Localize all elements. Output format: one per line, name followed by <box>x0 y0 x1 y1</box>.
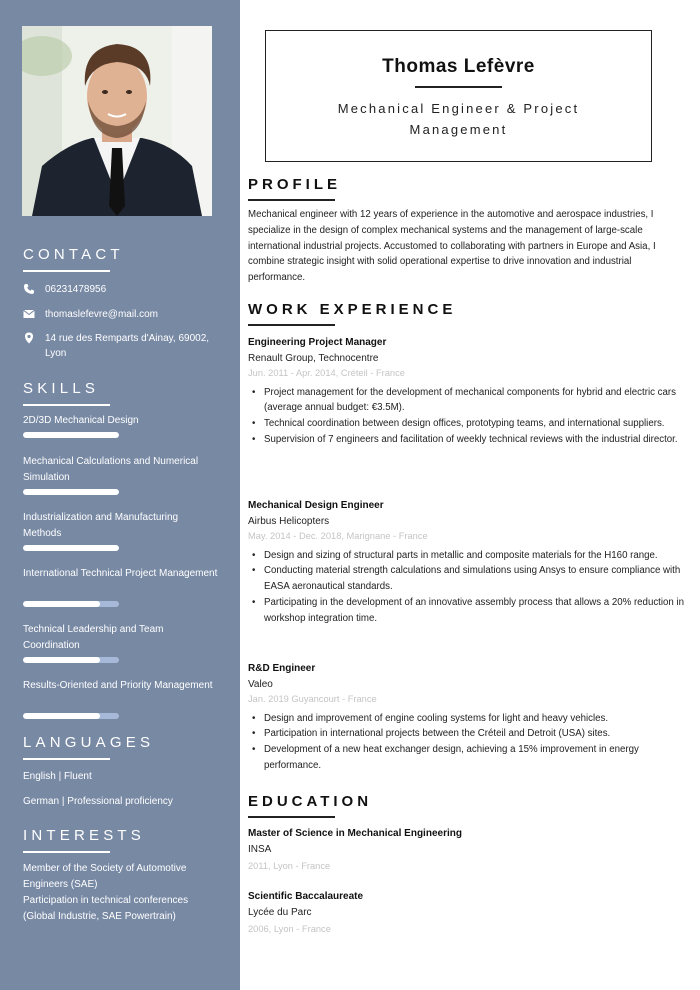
skill-level-bar <box>23 713 119 719</box>
job-company: Renault Group, Technocentre <box>248 352 379 364</box>
skill-label: Mechanical Calculations and Numerical Simulation <box>23 456 199 483</box>
profile-photo <box>22 26 212 216</box>
job-company: Valeo <box>248 678 273 690</box>
interest-item: Participation in technical conferences (Global Industrie, SAE Powertrain) <box>23 895 189 922</box>
experience-divider <box>248 324 335 326</box>
skill-label: Technical Leadership and Team Coordination <box>23 624 164 651</box>
contact-divider <box>23 270 110 272</box>
skill-level-bar <box>23 657 119 663</box>
job-bullet: • Conducting material strength calculations and simulations using Ansys to ensure compliance with EASA aeronautical standards. <box>248 563 685 595</box>
job-bullets <box>248 711 685 774</box>
job-title: Engineering Project Manager <box>248 337 387 348</box>
job-bullet: • Supervision of 7 engineers and facilitation of weekly technical reviews with the industrial director. <box>248 432 685 448</box>
profile-text: Mechanical engineer with 12 years of experience in the automotive and aerospace industries, I specialize in the design of complex mechanical systems and the management of large-scale international industrial projects. Accustomed to collaborating with partners in Europe and Asia, I combine strategic insight with solid operational expertise to drive innovation and industrial performance. <box>248 209 656 284</box>
skills-section <box>23 380 218 691</box>
education-degree: Scientific Baccalaureate <box>248 891 364 902</box>
skill-level-bar <box>23 545 119 551</box>
languages-heading: LANGUAGES <box>23 734 155 751</box>
education-entry <box>248 826 685 874</box>
education-dates: 2011, Lyon - France <box>248 861 331 871</box>
job-dates: Jun. 2011 - Apr. 2014, Créteil - France <box>248 368 405 378</box>
education-divider <box>248 816 335 818</box>
person-title: Mechanical Engineer & Project Management <box>337 100 580 137</box>
job-bullet: • Development of a new heat exchanger design, achieving a 15% improvement in energy performance. <box>248 742 685 774</box>
job-entry <box>248 335 685 448</box>
contact-phone[interactable]: 06231478956 <box>45 284 107 295</box>
skill-label: Results-Oriented and Priority Management <box>23 680 213 691</box>
profile-divider <box>248 199 335 201</box>
job-bullets <box>248 548 685 627</box>
language-item: German | Professional proficiency <box>23 796 173 807</box>
skill-item <box>23 413 218 429</box>
education-school: INSA <box>248 844 272 855</box>
job-title: Mechanical Design Engineer <box>248 500 384 511</box>
education-heading: EDUCATION <box>248 793 373 810</box>
skills-heading: SKILLS <box>23 380 100 397</box>
contact-email[interactable]: thomaslefevre@mail.com <box>45 309 158 320</box>
contact-address-row <box>23 331 210 361</box>
skills-divider <box>23 404 110 406</box>
skill-item <box>23 454 218 486</box>
languages-section <box>23 734 218 807</box>
skill-label: 2D/3D Mechanical Design <box>23 415 139 426</box>
job-bullet: • Participation in international projects between the Créteil and Detroit (USA) sites. <box>248 726 685 742</box>
profile-heading: PROFILE <box>248 176 342 193</box>
phone-icon <box>23 283 35 295</box>
name-divider <box>415 86 502 88</box>
person-name: Thomas Lefèvre <box>382 56 535 77</box>
education-school: Lycée du Parc <box>248 907 312 918</box>
contact-email-row <box>23 307 210 322</box>
education-dates: 2006, Lyon - France <box>248 924 331 934</box>
job-entry <box>248 661 685 774</box>
education-entry <box>248 889 685 937</box>
skill-item <box>23 510 218 542</box>
job-bullet: • Participating in the development of an innovative assembly process that allows a 20% reduction in workshop integration time. <box>248 595 685 627</box>
skill-item <box>23 622 218 654</box>
interest-item: Member of the Society of Automotive Engineers (SAE) <box>23 863 187 890</box>
languages-divider <box>23 758 110 760</box>
job-company: Airbus Helicopters <box>248 515 330 527</box>
interests-section <box>23 827 218 922</box>
contact-heading: CONTACT <box>23 246 124 263</box>
job-bullets <box>248 385 685 448</box>
interests-heading: INTERESTS <box>23 827 145 844</box>
job-bullet: • Design and improvement of engine cooling systems for light and heavy vehicles. <box>248 711 685 727</box>
education-degree: Master of Science in Mechanical Engineering <box>248 828 462 839</box>
job-bullet: • Design and sizing of structural parts in metallic and composite materials for the H160 range. <box>248 548 685 564</box>
sidebar <box>0 0 240 990</box>
skill-item <box>23 678 218 694</box>
skill-label: International Technical Project Management <box>23 568 218 579</box>
language-item: English | Fluent <box>23 771 92 782</box>
job-title: R&D Engineer <box>248 663 316 674</box>
contact-phone-row <box>23 282 210 297</box>
skill-level-bar <box>23 489 119 495</box>
envelope-icon <box>23 308 35 320</box>
job-dates: May. 2014 - Dec. 2018, Marignane - France <box>248 531 428 541</box>
name-header-box <box>265 30 652 162</box>
skill-level-bar <box>23 432 119 438</box>
skill-item <box>23 566 218 582</box>
location-pin-icon <box>23 332 35 344</box>
job-dates: Jan. 2019 Guyancourt - France <box>248 694 377 704</box>
skill-label: Industrialization and Manufacturing Methods <box>23 512 179 539</box>
experience-heading: WORK EXPERIENCE <box>248 301 457 318</box>
job-entry <box>248 498 685 626</box>
job-bullet: • Technical coordination between design offices, prototyping teams, and international suppliers. <box>248 416 685 432</box>
contact-section <box>23 246 218 359</box>
contact-address: 14 rue des Remparts d'Ainay, 69002, Lyon <box>45 333 210 359</box>
skill-level-bar <box>23 601 119 607</box>
job-bullet: • Project management for the development of mechanical components for hybrid and electric cars (average annual budget: €3.5M). <box>248 385 685 417</box>
interests-divider <box>23 851 110 853</box>
